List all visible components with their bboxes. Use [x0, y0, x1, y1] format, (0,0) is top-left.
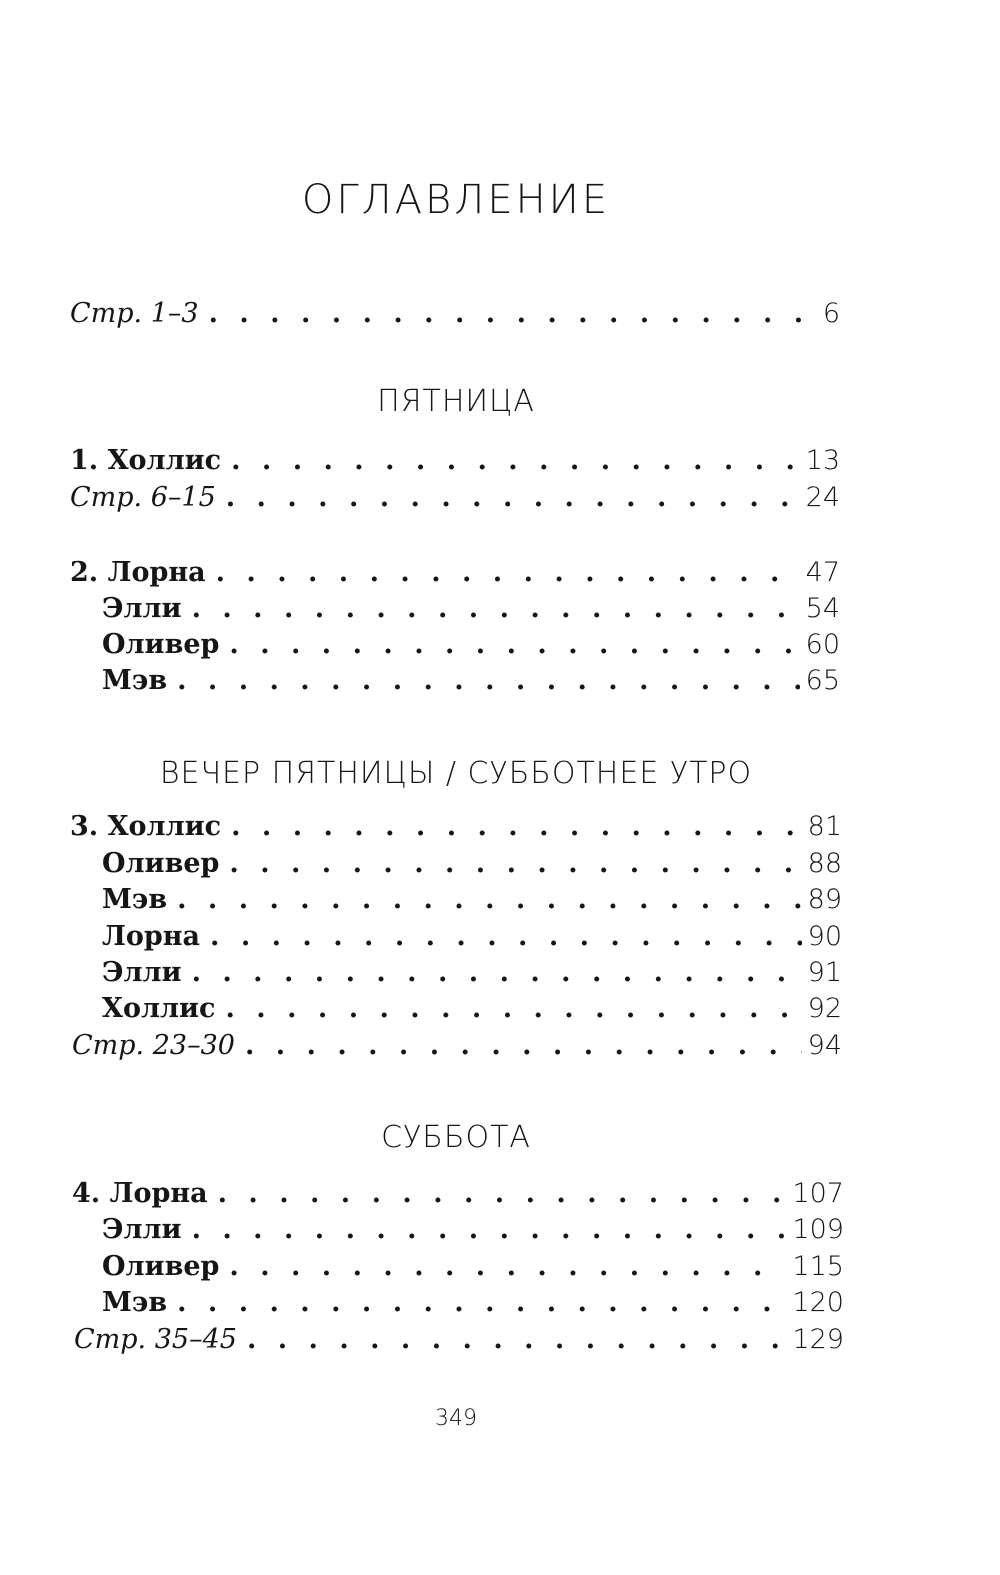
toc-entry: [102, 991, 842, 1027]
toc-entry: [70, 443, 840, 479]
toc-entry: [102, 919, 842, 955]
page-title: ОГЛАВЛЕНИЕ: [301, 177, 611, 223]
toc-entry-label: Стр. 23–30: [72, 1030, 235, 1061]
toc-leader-dots: [231, 443, 800, 479]
toc-entry-page: 47: [805, 557, 840, 588]
toc-entry: [70, 555, 840, 591]
toc-entry-page: 89: [807, 884, 842, 915]
toc-entry-page: 94: [807, 1030, 842, 1061]
toc-leader-dots: [192, 1212, 787, 1248]
toc-leader-dots: [177, 663, 800, 699]
toc-leader-dots: [229, 1249, 786, 1285]
toc-entry-label: 3. Холлис: [70, 811, 222, 842]
section-heading-friday-evening: ВЕЧЕР ПЯТНИЦЫ / СУББОТНЕЕ УТРО: [159, 756, 753, 791]
toc-entry-page: 120: [792, 1287, 844, 1318]
toc-leader-dots: [216, 555, 800, 591]
toc-leader-dots: [192, 591, 800, 627]
toc-entry-page: 92: [807, 993, 842, 1024]
toc-entry: [102, 1249, 844, 1285]
toc-entry-page: 115: [792, 1251, 844, 1282]
page-number: 349: [435, 1406, 477, 1431]
toc-entry: [70, 809, 842, 845]
toc-entry-label: Мэв: [102, 1287, 168, 1318]
toc-entry-label: Элли: [102, 957, 182, 988]
toc-leader-dots: [229, 627, 799, 663]
toc-entry-label: Стр. 6–15: [70, 482, 216, 513]
toc-entry: [72, 1176, 844, 1212]
toc-entry-label: 1. Холлис: [70, 445, 222, 476]
section-heading-friday: ПЯТНИЦА: [377, 384, 535, 419]
toc-entry-label: 4. Лорна: [72, 1178, 208, 1209]
toc-entry-label: Лорна: [102, 921, 201, 952]
toc-entry: [102, 663, 840, 699]
toc-entry: [102, 846, 842, 882]
toc-entry-label: Оливер: [102, 1251, 220, 1282]
toc-leader-dots: [226, 480, 800, 516]
toc-entry-page: 65: [805, 665, 840, 696]
toc-leader-dots: [177, 882, 802, 918]
toc-entry-page: 90: [807, 921, 842, 952]
toc-entry-page: 60: [805, 629, 840, 660]
toc-entry-page: 91: [807, 957, 842, 988]
toc-entry: [102, 591, 840, 627]
toc-entry: [102, 627, 840, 663]
toc-entry-label: Оливер: [102, 848, 220, 879]
toc-entry-page: 6: [822, 298, 840, 329]
toc-leader-dots: [231, 809, 802, 845]
toc-leader-dots: [192, 955, 802, 991]
toc-entry-page: 13: [805, 445, 840, 476]
toc-entry: [102, 1285, 844, 1321]
toc-entry-label: Мэв: [102, 884, 168, 915]
toc-entry-page: 88: [807, 848, 842, 879]
toc-entry-label: Элли: [102, 593, 182, 624]
toc-entry-intro: [70, 296, 840, 332]
toc-entry-page: 24: [805, 482, 840, 513]
toc-entry: [102, 1212, 844, 1248]
toc-entry-label: 2. Лорна: [70, 557, 206, 588]
toc-entry-label: Стр. 1–3: [70, 298, 199, 329]
section-heading-saturday: СУББОТА: [381, 1120, 531, 1155]
toc-entry-page: 81: [807, 811, 842, 842]
toc-entry: [72, 1028, 842, 1064]
toc-leader-dots: [210, 919, 802, 955]
toc-entry-label: Элли: [102, 1214, 182, 1245]
toc-entry-label: Холлис: [102, 993, 216, 1024]
toc-leader-dots: [226, 991, 802, 1027]
toc-entry: [102, 882, 842, 918]
toc-leader-dots: [218, 1176, 787, 1212]
toc-entry: [102, 955, 842, 991]
toc-entry-page: 54: [805, 593, 840, 624]
toc-entry-page: 129: [792, 1324, 844, 1355]
toc-entry: [74, 1322, 844, 1358]
toc-entry: [70, 480, 840, 516]
toc-entry-label: Стр. 35–45: [74, 1324, 237, 1355]
toc-entry-page: 109: [792, 1214, 844, 1245]
toc-leader-dots: [229, 846, 801, 882]
toc-entry-label: Мэв: [102, 665, 168, 696]
toc-leader-dots: [209, 296, 817, 332]
toc-leader-dots: [245, 1028, 802, 1064]
toc-entry-page: 107: [792, 1178, 844, 1209]
toc-leader-dots: [247, 1322, 787, 1358]
toc-entry-label: Оливер: [102, 629, 220, 660]
toc-leader-dots: [177, 1285, 786, 1321]
